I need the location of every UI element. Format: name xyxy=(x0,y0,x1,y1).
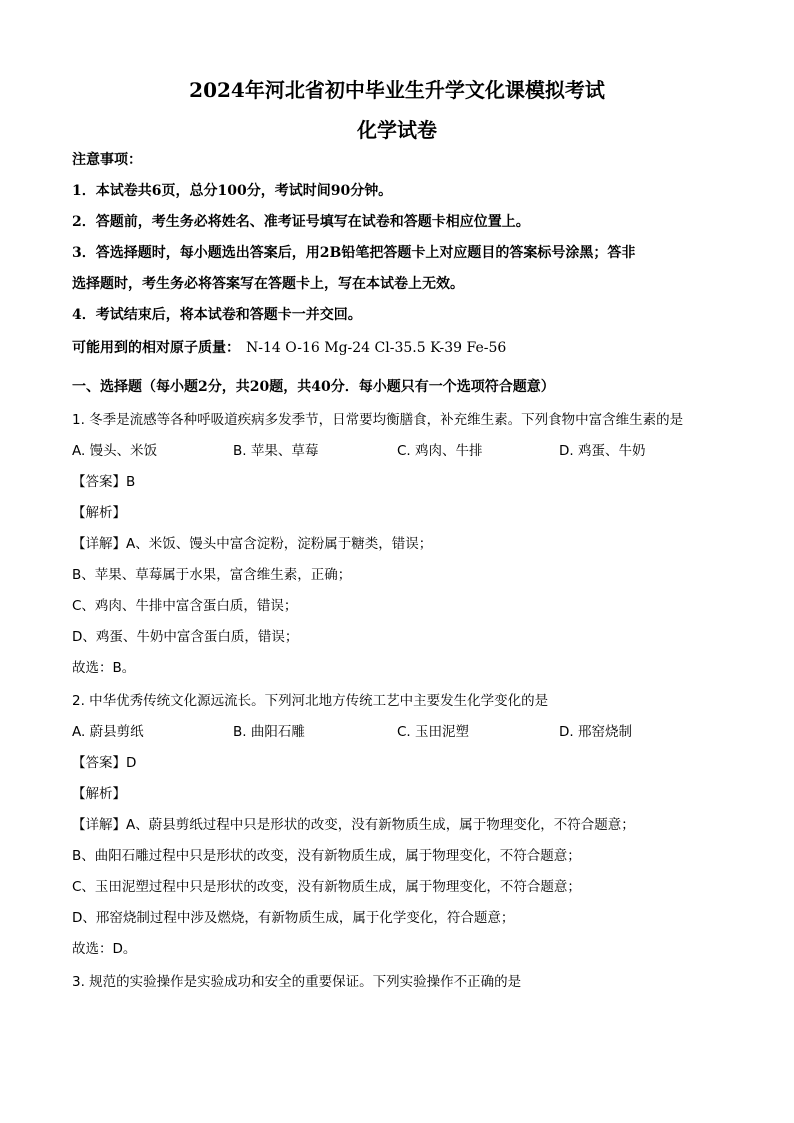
conclusion: 故选：D。 xyxy=(72,941,137,957)
detail-line: 【详解】A、米饭、馒头中富含淀粉，淀粉属于糖类，错误； xyxy=(72,536,433,552)
question-stem: 1. 冬季是流感等各种呼吸道疾病多发季节，日常要均衡膳食，补充维生素。下列食物中富含维生素的是 xyxy=(72,412,684,428)
question-stem: 2. 中华优秀传统文化源远流长。下列河北地方传统工艺中主要发生化学变化的是 xyxy=(72,693,549,709)
option-a: A. 蔚县剪纸 xyxy=(72,724,144,740)
conclusion: 故选：B。 xyxy=(72,660,136,676)
notice-heading: 注意事项： xyxy=(72,152,142,168)
atomic-mass-values: N-14 O-16 Mg-24 Cl-35.5 K-39 Fe-56 xyxy=(246,340,507,356)
page-title: 2024年河北省初中毕业生升学文化课模拟考试 xyxy=(189,78,605,102)
atomic-mass-label: 可能用到的相对原子质量： xyxy=(72,340,240,356)
notice-item: 2．答题前，考生务必将姓名、准考证号填写在试卷和答题卡相应位置上。 xyxy=(72,214,530,230)
analysis-heading: 【解析】 xyxy=(72,786,126,802)
option-c: C. 玉田泥塑 xyxy=(397,724,470,740)
option-d: D. 鸡蛋、牛奶 xyxy=(559,443,646,459)
detail-line: B、苹果、草莓属于水果，富含维生素，正确； xyxy=(72,567,352,583)
answer: 【答案】D xyxy=(72,755,137,771)
detail-line: 【详解】A、蔚县剪纸过程中只是形状的改变，没有新物质生成，属于物理变化，不符合题意； xyxy=(72,817,635,833)
page-subtitle: 化学试卷 xyxy=(357,118,437,142)
detail-line: B、曲阳石雕过程中只是形状的改变，没有新物质生成，属于物理变化，不符合题意； xyxy=(72,848,581,864)
detail-line: C、玉田泥塑过程中只是形状的改变，没有新物质生成，属于物理变化，不符合题意； xyxy=(72,879,581,895)
atomic-mass-row xyxy=(72,338,506,358)
notice-item: 3．答选择题时，每小题选出答案后，用2B铅笔把答题卡上对应题目的答案标号涂黑；答非 xyxy=(72,245,636,261)
detail-line: D、鸡蛋、牛奶中富含蛋白质，错误； xyxy=(72,629,299,645)
analysis-heading: 【解析】 xyxy=(72,505,126,521)
option-a: A. 馒头、米饭 xyxy=(72,443,158,459)
answer: 【答案】B xyxy=(72,474,136,490)
option-c: C. 鸡肉、牛排 xyxy=(397,443,483,459)
option-b: B. 苹果、草莓 xyxy=(233,443,319,459)
notice-item: 4．考试结束后，将本试卷和答题卡一并交回。 xyxy=(72,307,362,323)
notice-item: 1．本试卷共6页，总分100分，考试时间90分钟。 xyxy=(72,183,393,199)
option-d: D. 邢窑烧制 xyxy=(559,724,632,740)
detail-line: C、鸡肉、牛排中富含蛋白质，错误； xyxy=(72,598,298,614)
notice-item: 选择题时，考生务必将答案写在答题卡上，写在本试卷上无效。 xyxy=(72,276,464,292)
section-heading: 一、选择题（每小题2分，共20题，共40分．每小题只有一个选项符合题意） xyxy=(72,379,555,395)
detail-line: D、邢窑烧制过程中涉及燃烧，有新物质生成，属于化学变化，符合题意； xyxy=(72,910,515,926)
option-b: B. 曲阳石雕 xyxy=(233,724,305,740)
question-stem: 3. 规范的实验操作是实验成功和安全的重要保证。下列实验操作不正确的是 xyxy=(72,974,522,990)
